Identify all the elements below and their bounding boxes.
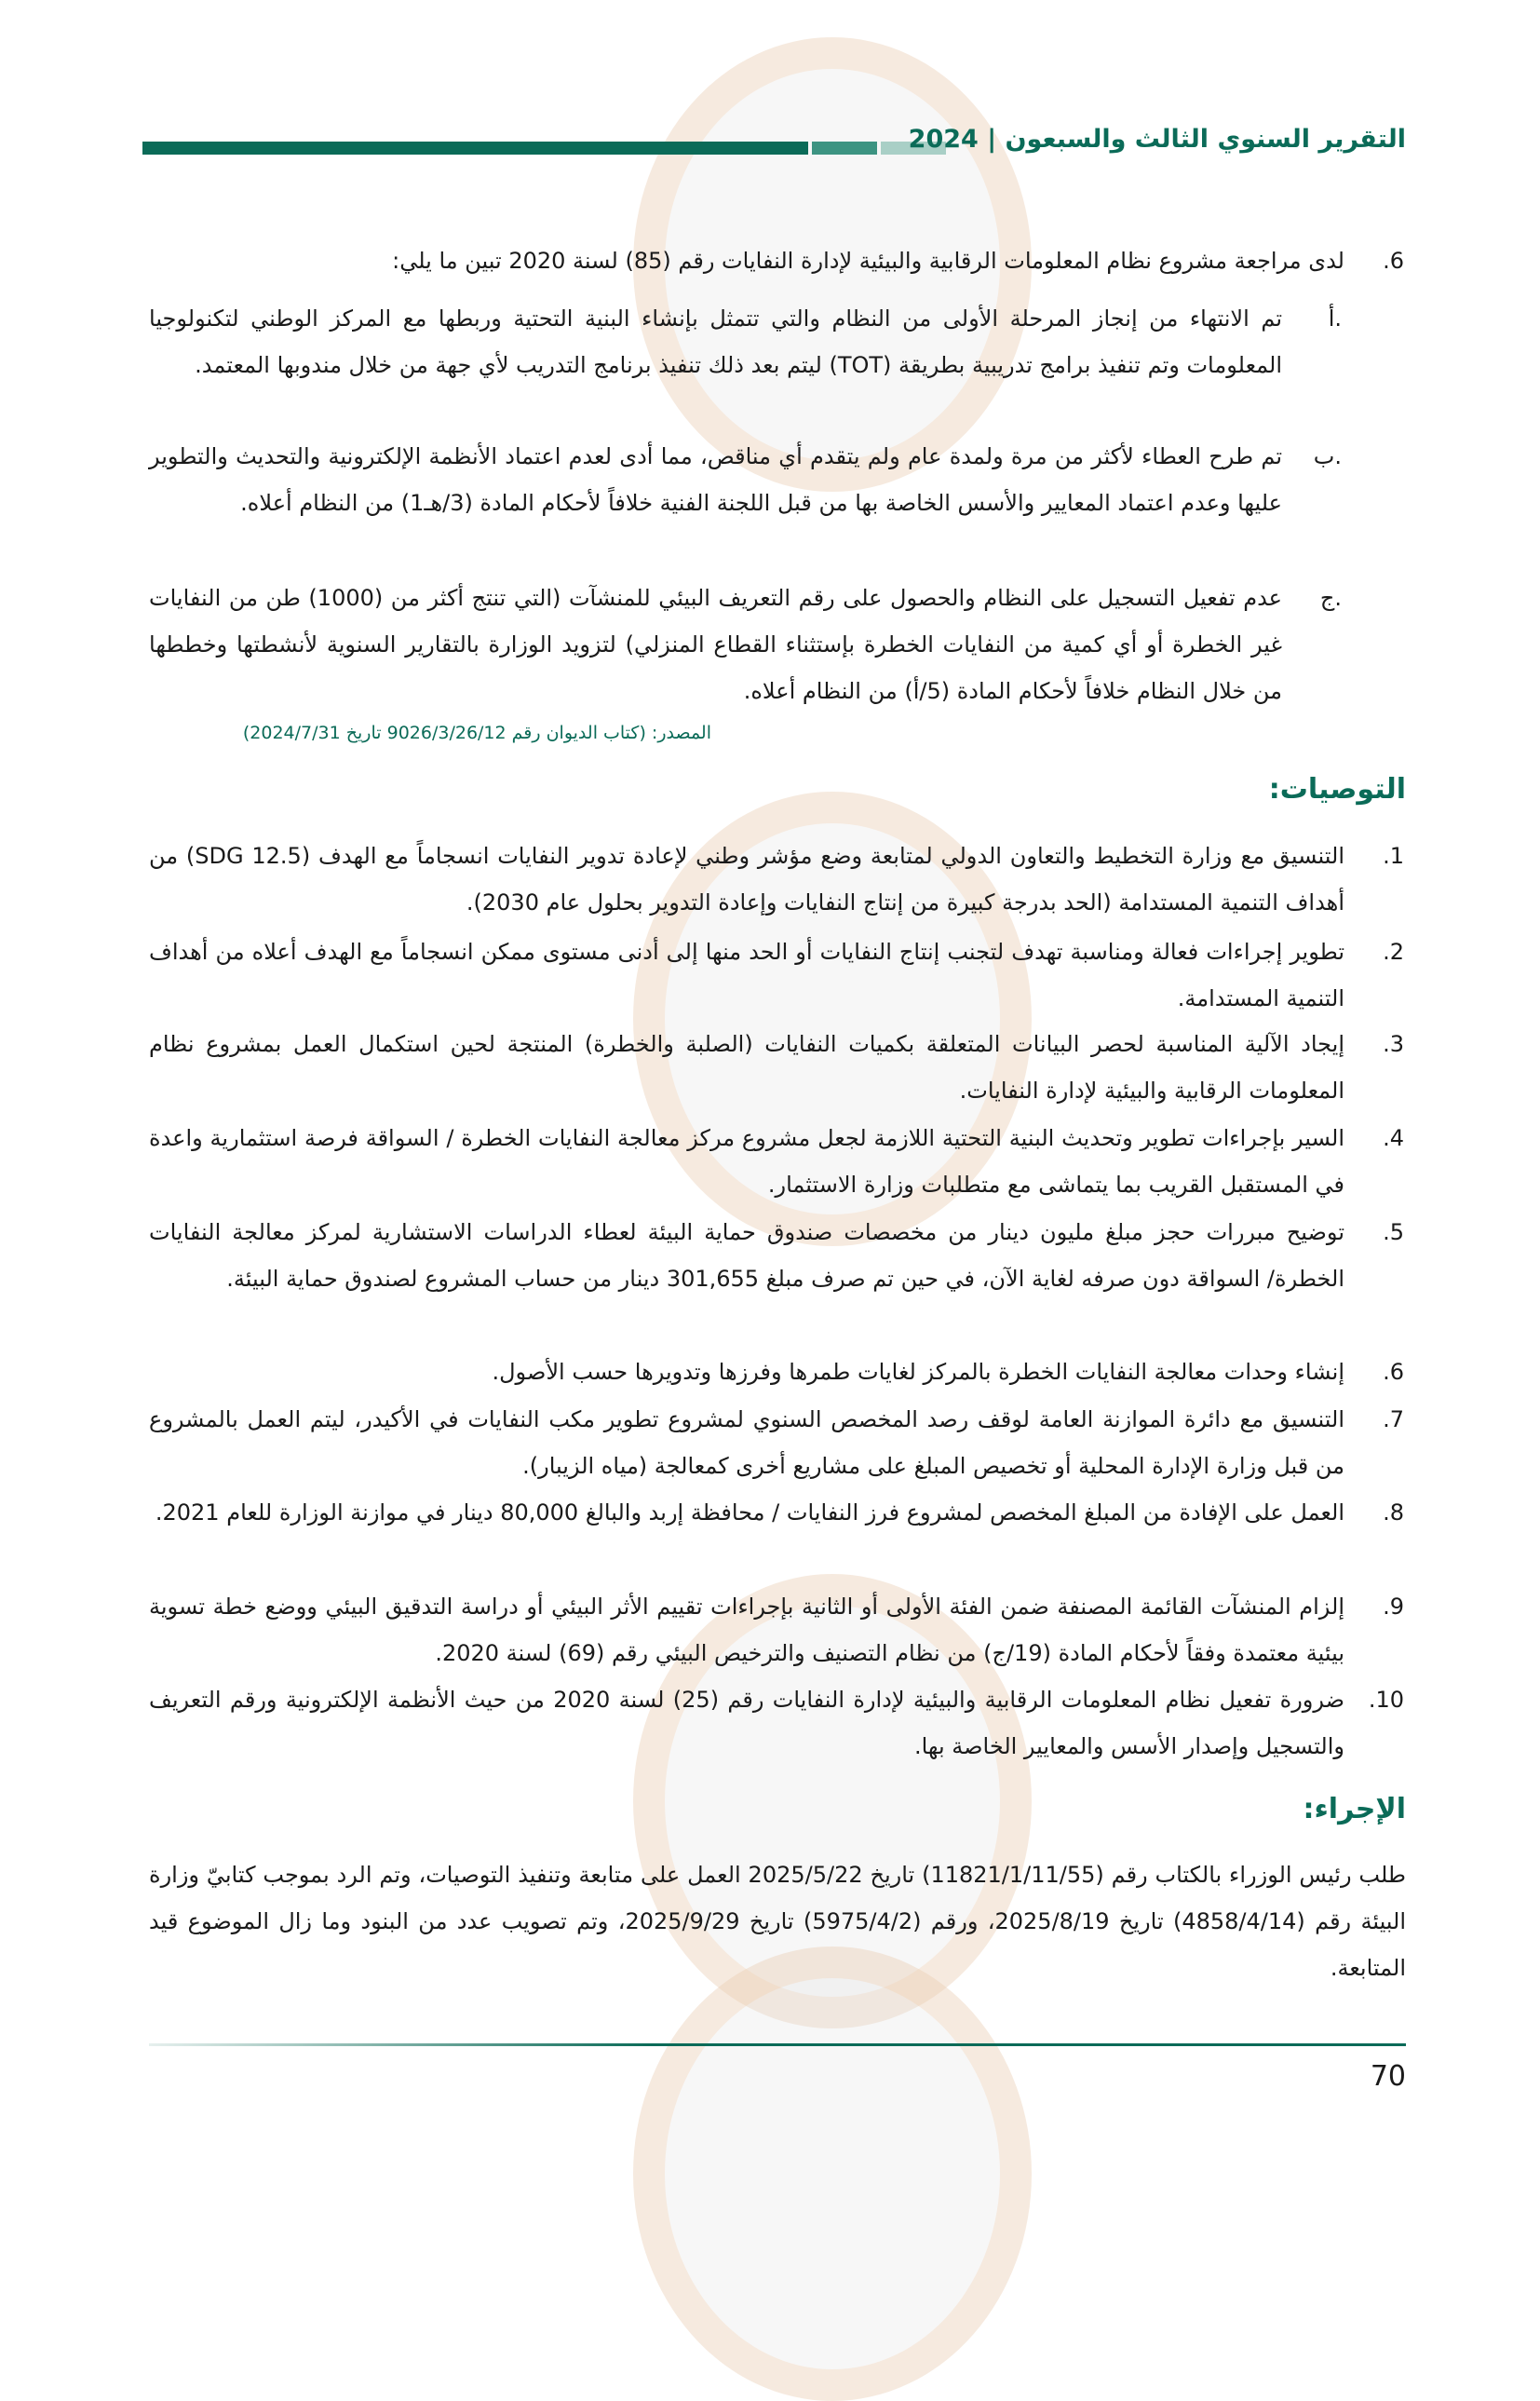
recommendation-text: إيجاد الآلية المناسبة لحصر البيانات المتعلقة بكميات النفايات (الصلبة والخطرة) المنتجة لحين استكمال العمل بمشروع نظام المعلومات الرقابية والبيئية لإدارة النفايات. [149, 1031, 1344, 1104]
recommendations-heading: التوصيات: [1268, 773, 1406, 806]
subitem-text: عدم تفعيل التسجيل على النظام والحصول على رقم التعريف البيئي للمنشآت (التي تنتج أكثر من (1000) طن من النفايات غير الخطرة أو أي كمية من النفايات الخطرة بإستثناء القطاع المنزلي) لتزويد الوزارة بالتقارير السنوية لأنشطتها وخططها من خلال النظام خلافاً لأحكام المادة (5/أ) من النظام أعلاه. [149, 585, 1282, 704]
action-heading: الإجراء: [1303, 1793, 1406, 1825]
subitem-letter: ب. [1313, 443, 1342, 469]
action-text: طلب رئيس الوزراء بالكتاب رقم (11821/1/11/55) تاريخ 2025/5/22 العمل على متابعة وتنفيذ التوصيات، وتم الرد بموجب كتابيّ وزارة البيئة رقم (4858/4/14) تاريخ 2025/8/19، ورقم (5975/4/2) تاريخ 2025/9/29، وتم تصويب عدد من البنود وما زال الموضوع قيد المتابعة. [149, 1862, 1407, 1981]
item-number: .4 [1383, 1125, 1404, 1151]
subitem-letter: أ. [1328, 305, 1342, 332]
item-number: .7 [1383, 1406, 1404, 1432]
item-number: .6 [1383, 1359, 1404, 1385]
recommendation-text: التنسيق مع وزارة التخطيط والتعاون الدولي لمتابعة وضع مؤشر وطني لإعادة تدوير النفايات انسجاماً مع الهدف (SDG 12.5) من أهداف التنمية المستدامة (الحد بدرجة كبيرة من إنتاج النفايات وإعادة التدوير بحلول عام 2030). [149, 843, 1344, 916]
footer-divider [149, 2043, 1406, 2046]
header-bar [142, 142, 808, 155]
item-number: .8 [1383, 1499, 1404, 1526]
recommendation-text: ضرورة تفعيل نظام المعلومات الرقابية والبيئية لإدارة النفايات رقم (25) لسنة 2020 من حيث الأنظمة الإلكترونية ورقم التعريف والتسجيل وإصدار الأسس والمعايير الخاصة بها. [149, 1687, 1345, 1759]
item-number: .3 [1383, 1031, 1404, 1057]
recommendation-text: العمل على الإفادة من المبلغ المخصص لمشروع فرز النفايات / محافظة إربد والبالغ 80,000 دينار في موازنة الوزارة للعام 2021. [155, 1499, 1344, 1526]
recommendation-text: تطوير إجراءات فعالة ومناسبة تهدف لتجنب إنتاج النفايات أو الحد منها إلى أدنى مستوى ممكن انسجاماً مع الهدف أعلاه من أهداف التنمية المستدامة. [149, 939, 1344, 1011]
subitem-text: تم الانتهاء من إنجاز المرحلة الأولى من النظام والتي تتمثل بإنشاء البنية التحتية وربطها مع المركز الوطني لتكنولوجيا المعلومات وتم تنفيذ برامج تدريبية بطريقة (TOT) ليتم بعد ذلك تنفيذ برنامج التدريب لأي جهة من خلال مندوبها المعتمد. [149, 305, 1282, 378]
item-number: .9 [1383, 1594, 1404, 1620]
recommendation-text: التنسيق مع دائرة الموازنة العامة لوقف رصد المخصص السنوي لمشروع تطوير مكب النفايات في الأكيدر، ليتم العمل بالمشروع من قبل وزارة الإدارة المحلية أو تخصيص المبلغ على مشاريع أخرى كمعالجة (مياه الزيبار). [149, 1406, 1344, 1479]
recommendation-text: السير بإجراءات تطوير وتحديث البنية التحتية اللازمة لجعل مشروع مركز معالجة النفايات الخطرة / السواقة فرصة استثمارية واعدة في المستقبل القريب بما يتماشى مع متطلبات وزارة الاستثمار. [149, 1125, 1344, 1198]
recommendation-text: إنشاء وحدات معالجة النفايات الخطرة بالمركز لغايات طمرها وفرزها وتدويرها حسب الأصول. [492, 1359, 1344, 1385]
subitem-text: تم طرح العطاء لأكثر من مرة ولمدة عام ولم يتقدم أي مناقص، مما أدى لعدم اعتماد الأنظمة الإلكترونية والتحديث والتطوير عليها وعدم اعتماد المعايير والأسس الخاصة بها من قبل اللجنة الفنية خلافاً لأحكام المادة (3/هـ1) من النظام أعلاه. [149, 443, 1282, 516]
item-number: .6 [1383, 248, 1404, 274]
report-title: التقرير السنوي الثالث والسبعون | 2024 [908, 125, 1406, 154]
item-number: .10 [1368, 1687, 1404, 1713]
recommendation-text: توضيح مبررات حجز مبلغ مليون دينار من مخصصات صندوق حماية البيئة لعطاء الدراسات الاستشارية لمركز معالجة النفايات الخطرة/ السواقة دون صرفه لغاية الآن، في حين تم صرف مبلغ 301,655 دينار من حساب المشروع لصندوق حماية البيئة. [149, 1219, 1344, 1292]
subitem-letter: ج. [1319, 585, 1342, 611]
header-bar-segment [812, 142, 877, 155]
item-number: .1 [1383, 843, 1404, 869]
recommendation-text: إلزام المنشآت القائمة المصنفة ضمن الفئة الأولى أو الثانية بإجراءات تقييم الأثر البيئي أو دراسة التدقيق البيئي ووضع خطة تسوية بيئية معتمدة وفقاً لأحكام المادة (19/ج) من نظام التصنيف والترخيص البيئي رقم (69) لسنة 2020. [149, 1594, 1344, 1666]
watermark-clock-icon [633, 1947, 1032, 2401]
source-citation: المصدر: (كتاب الديوان رقم 9026/3/26/12 تاريخ 2024/7/31) [242, 723, 711, 743]
item-number: .2 [1383, 939, 1404, 965]
page-number: 70 [1370, 2060, 1406, 2093]
finding-intro: لدى مراجعة مشروع نظام المعلومات الرقابية والبيئية لإدارة النفايات رقم (85) لسنة 2020 تبين ما يلي: [392, 248, 1344, 274]
item-number: .5 [1383, 1219, 1404, 1245]
